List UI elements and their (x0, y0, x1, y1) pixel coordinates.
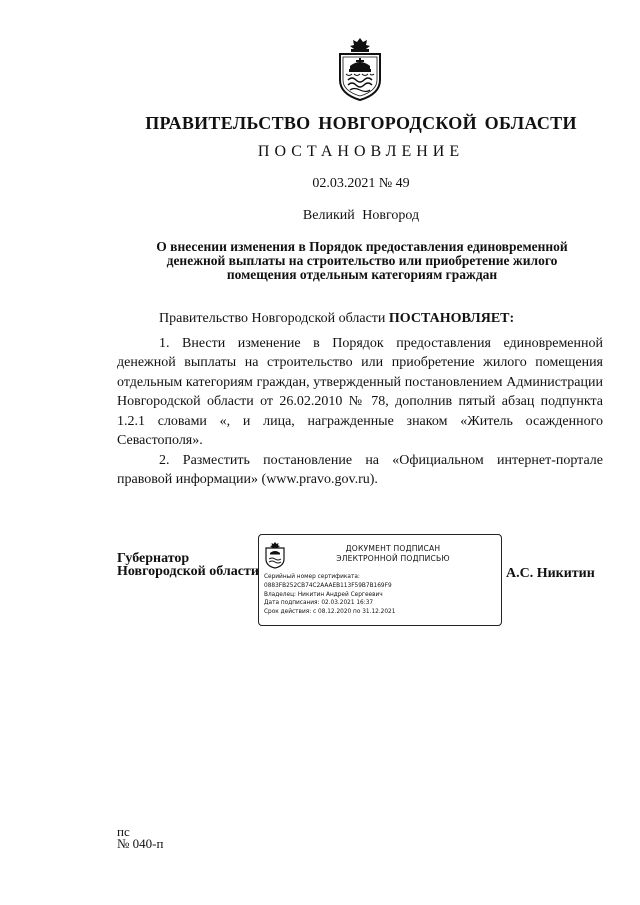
stamp-heading-line1: ДОКУМЕНТ ПОДПИСАН (345, 544, 441, 553)
document-heading: О внесении изменения в Порядок предоставления единовременной денежной выплаты на строительство или приобретение жилого помещения отдельным категориям граждан (156, 239, 568, 282)
electronic-signature-stamp (258, 534, 502, 626)
novgorod-coat-of-arms-icon (334, 36, 386, 102)
document-date-number: 02.03.2021 № 49 (312, 176, 410, 191)
government-title: ПРАВИТЕЛЬСТВО НОВГОРОДСКОЙ ОБЛАСТИ (145, 113, 577, 133)
stamp-heading-line2: ЭЛЕКТРОННОЙ ПОДПИСЬЮ (336, 554, 450, 563)
city: Великий Новгород (302, 208, 420, 223)
document-body (117, 309, 603, 490)
stamp-sign-date: Дата подписания: 02.03.2021 16:37 (264, 600, 374, 607)
document-type: ПОСТАНОВЛЕНИЕ (257, 143, 465, 160)
signer-position-line1: Губернатор (117, 551, 190, 566)
stamp-validity: Срок действия: с 08.12.2020 по 31.12.2021 (264, 609, 396, 616)
footer-code-line1: пс (117, 824, 130, 839)
signer-position-line2: Новгородской области (117, 564, 259, 579)
stamp-details (264, 573, 497, 617)
signer-name: А.С. Никитин (506, 566, 595, 581)
footer-code-line2: № 040-п (117, 836, 164, 851)
footer-code (117, 826, 163, 850)
stamp-heading (289, 544, 497, 564)
signer-position (117, 552, 259, 578)
stamp-cert-label: Серийный номер сертификата: (264, 574, 360, 580)
paragraph-item-2: 2. Разместить постановление на «Официальном интернет-портале правовой информации» (www.pravo.gov.ru). (117, 452, 603, 487)
stamp-cert-number: 0883FB252CB74C2AAAEB113F59B7B169F9 (264, 582, 392, 589)
paragraph-item-1: 1. Внести изменение в Порядок предоставления единовременной денежной выплаты на строительство или приобретение жилого помещения отдельным категориям граждан, утвержденный постановлением Администрации Новгородской области от 26.02.2010 № 78, дополнив пятый абзац подпункта 1.2.1 словами «, и лица, награжденные знаком «Житель осажденного Севастополя». (117, 335, 603, 448)
intro-decree-word: ПОСТАНОВЛЯЕТ: (388, 311, 515, 326)
stamp-emblem-icon (264, 541, 286, 569)
intro-paragraph (117, 309, 603, 329)
intro-text: Правительство Новгородской области (159, 311, 389, 326)
stamp-owner: Владелец: Никитин Андрей Сергеевич (264, 591, 383, 598)
